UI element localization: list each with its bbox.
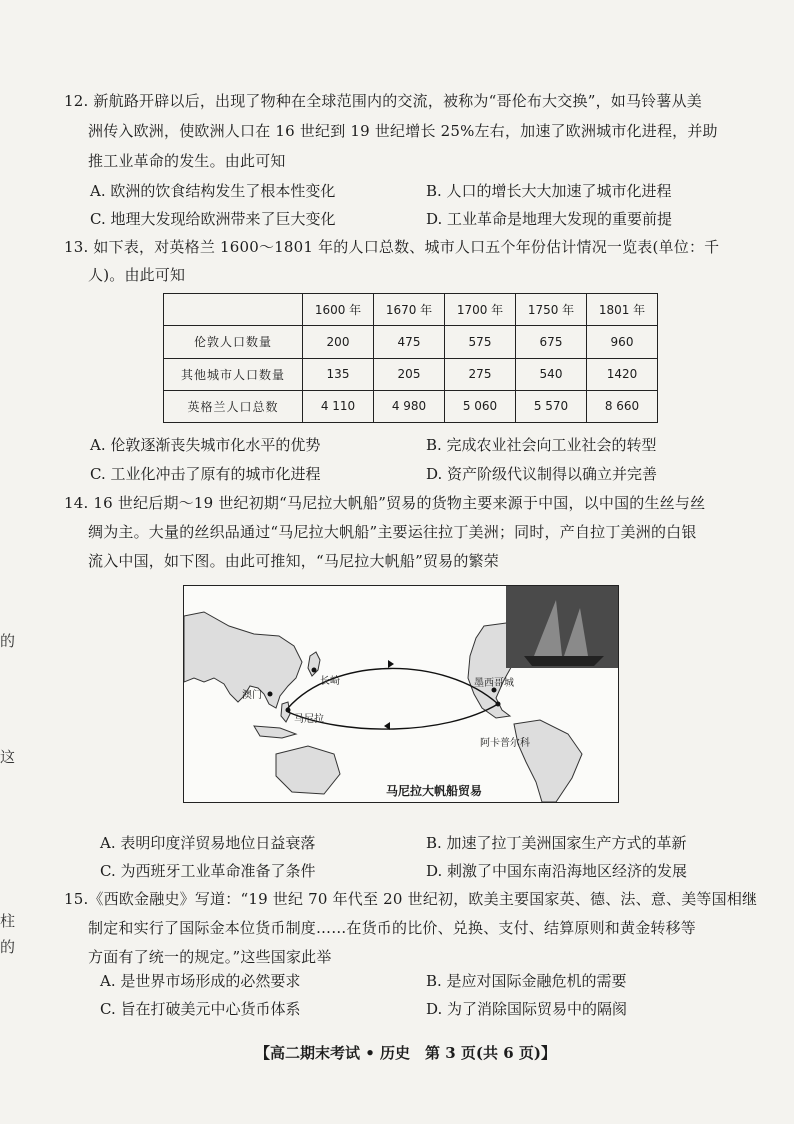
south-america-landmass [514,720,582,802]
nagasaki-marker [312,668,317,673]
q15-stem-line-1: 15.《西欧金融史》写道：“19 世纪 70 年代至 20 世纪初，欧美主要国家英、德、法、意、美等国相继 [64,890,758,908]
table-cell: 8 660 [587,390,658,422]
q12-option-c[interactable]: C. 地理大发现给欧洲带来了巨大变化 [90,210,336,228]
table-cell: 575 [445,326,516,358]
table-row [164,326,658,358]
margin-fragment: 的 [0,938,16,956]
q12-stem-line-2: 洲传入欧洲，使欧洲人口在 16 世纪到 19 世纪增长 25%左右，加速了欧洲城市化进程，并助 [88,122,718,140]
margin-fragment: 这 [0,748,16,766]
q13-option-d[interactable]: D. 资产阶级代议制得以确立并完善 [426,465,658,483]
q12-option-a[interactable]: A. 欧洲的饮食结构发生了根本性变化 [90,182,336,200]
manila-galleon-trade-map [183,585,619,803]
macau-label: 澳门 [242,690,262,701]
table-row-label: 其他城市人口数量 [164,358,303,390]
table-cell: 540 [516,358,587,390]
table-row-label: 伦敦人口数量 [164,326,303,358]
table-header-row [164,294,658,326]
q14-stem-line-3: 流入中国，如下图。由此可推知，“马尼拉大帆船”贸易的繁荣 [88,552,499,570]
table-cell: 1420 [587,358,658,390]
table-year-cell: 1700 年 [445,294,516,326]
acapulco-marker [496,702,501,707]
q13-option-b[interactable]: B. 完成农业社会向工业社会的转型 [426,436,657,454]
table-cell: 5 570 [516,390,587,422]
q12-option-d[interactable]: D. 工业革命是地理大发现的重要前提 [426,210,673,228]
map-title: 马尼拉大帆船贸易 [386,784,483,798]
q14-stem-line-2: 绸为主。大量的丝织品通过“马尼拉大帆船”主要运往拉丁美洲；同时，产自拉丁美洲的白银 [88,523,697,541]
q14-option-b[interactable]: B. 加速了拉丁美洲国家生产方式的革新 [426,834,687,852]
table-row [164,358,658,390]
margin-fragment: 柱 [0,912,16,930]
q12-stem-line-1: 12. 新航路开辟以后，出现了物种在全球范围内的交流，被称为“哥伦布大交换”，如马铃薯从美 [64,92,702,110]
table-year-cell: 1750 年 [516,294,587,326]
q15-stem-line-3: 方面有了统一的规定。”这些国家此举 [88,948,332,966]
q14-stem-line-1: 14. 16 世纪后期～19 世纪初期“马尼拉大帆船”贸易的货物主要来源于中国，以中国的生丝与丝 [64,494,706,512]
table-cell: 135 [303,358,374,390]
table-cell: 4 980 [374,390,445,422]
galleon-hull [524,656,604,666]
population-table [163,293,658,423]
q14-option-a[interactable]: A. 表明印度洋贸易地位日益衰落 [100,834,316,852]
table-cell: 960 [587,326,658,358]
table-year-cell: 1801 年 [587,294,658,326]
table-cell: 4 110 [303,390,374,422]
route-arrow [388,660,394,668]
table-cell: 475 [374,326,445,358]
page-footer: 【高二期末考试 • 历史 第 3 页(共 6 页)】 [255,1044,556,1062]
mexico-city-label: 墨西哥城 [474,678,514,689]
q12-stem-line-3: 推工业革命的发生。由此可知 [88,152,286,170]
indonesia-islands [254,726,296,738]
nagasaki-label: 长崎 [320,676,340,687]
table-cell: 5 060 [445,390,516,422]
q13-option-a[interactable]: A. 伦敦逐渐丧失城市化水平的优势 [90,436,321,454]
manila-marker [286,708,291,713]
q12-option-b[interactable]: B. 人口的增长大大加速了城市化进程 [426,182,672,200]
q15-stem-line-2: 制定和实行了国际金本位货币制度……在货币的比价、兑换、支付、结算原则和黄金转移等 [88,919,697,937]
macau-marker [268,692,273,697]
q13-option-c[interactable]: C. 工业化冲击了原有的城市化进程 [90,465,321,483]
q15-option-d[interactable]: D. 为了消除国际贸易中的隔阂 [426,1000,628,1018]
table-cell: 675 [516,326,587,358]
table-row [164,390,658,422]
q13-stem-line-1: 13. 如下表，对英格兰 1600～1801 年的人口总数、城市人口五个年份估计情况一览表(单位：千 [64,238,720,256]
q13-stem-line-2: 人)。由此可知 [88,266,186,284]
q15-option-c[interactable]: C. 旨在打破美元中心货币体系 [100,1000,301,1018]
table-row-label: 英格兰人口总数 [164,390,303,422]
manila-label: 马尼拉 [294,714,324,725]
table-corner-cell [164,294,303,326]
margin-fragment: 的 [0,632,16,650]
table-year-cell: 1600 年 [303,294,374,326]
table-year-cell: 1670 年 [374,294,445,326]
q14-option-c[interactable]: C. 为西班牙工业革命准备了条件 [100,862,316,880]
table-cell: 275 [445,358,516,390]
table-cell: 200 [303,326,374,358]
table-cell: 205 [374,358,445,390]
q15-option-b[interactable]: B. 是应对国际金融危机的需要 [426,972,627,990]
q14-option-d[interactable]: D. 刺激了中国东南沿海地区经济的发展 [426,862,688,880]
galleon-illustration [506,586,618,668]
acapulco-label: 阿卡普尔科 [480,738,530,749]
australia-landmass [276,746,340,794]
q15-option-a[interactable]: A. 是世界市场形成的必然要求 [100,972,301,990]
